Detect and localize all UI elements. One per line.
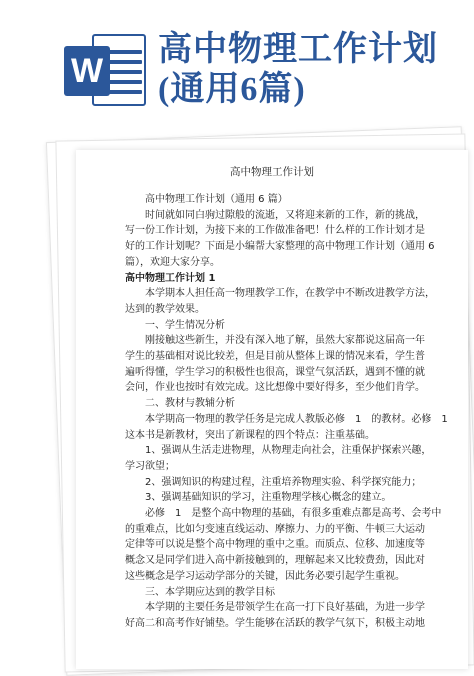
paragraph-line: 1、强调从生活走进物理，从物理走向社会，注重保护探索兴趣， [145, 445, 432, 457]
paragraph-line: 遍听得懂，学生学习的积极性也很高，课堂气氛活跃，遇到不懂的就 [125, 366, 425, 378]
paragraph-line: 好的工作计划呢？下面是小编帮大家整理的高中物理工作计划（通用 6 [125, 241, 435, 253]
paragraph-line: 写一份工作计划，为接下来的工作做准备吧！什么样的工作计划才是 [125, 225, 425, 237]
paragraph-line: 二、教材与教辅分析 [145, 398, 235, 410]
paragraph-line: 会问，作业也按时有效完成。这比想像中要好得多，至少他们肯学。 [125, 382, 425, 394]
section-heading: 高中物理工作计划 1 [125, 272, 216, 284]
word-icon-line [108, 50, 142, 54]
paragraph-line: 篇），欢迎大家分享。 [125, 256, 220, 268]
page-title-line1: 高中物理工作计划 [158, 31, 438, 68]
paragraph-line: 3、强调基础知识的学习，注重物理学核心概念的建立。 [145, 492, 392, 504]
word-document-icon [64, 30, 146, 110]
paragraph-line: 好高二和高考作好铺垫。学生能够在活跃的教学气氛下，积极主动地 [125, 617, 425, 629]
paragraph-line: 三、本学期应达到的教学目标 [145, 586, 275, 598]
paragraph-line: 概念又是同学们进入高中新接触到的，理解起来又比较费劲，因此对 [125, 555, 425, 567]
paragraph-line: 达到的教学效果。 [125, 303, 205, 315]
document-title: 高中物理工作计划 [230, 166, 314, 178]
paragraph-line: 本学期的主要任务是带领学生在高一打下良好基础，为进一步学 [145, 602, 425, 614]
word-icon-badge: W [64, 46, 110, 96]
paragraph-line: 2、强调知识的构建过程，注重培养物理实验、科学探究能力； [145, 476, 422, 488]
paragraph-line: 必修 1 是整个高中物理的基础，有很多重难点都是高考、会考中 [145, 508, 442, 519]
paragraph-line: 刚接触这些新生，并没有深入地了解，虽然大家都说这届高一年 [145, 335, 425, 347]
paragraph-line: 定律等可以说是整个高中物理的重中之重。而质点、位移、加速度等 [125, 539, 425, 551]
paragraph-line: 这些概念是学习运动学部分的关键，因此务必要引起学生重视。 [125, 570, 405, 582]
document-page [76, 150, 468, 669]
page-title-line2: (通用6篇) [158, 71, 306, 108]
header-banner [0, 0, 474, 128]
paragraph-line: 学习欲望； [125, 460, 175, 472]
word-icon-line [108, 90, 142, 94]
paragraph-line: 的重难点，比如匀变速直线运动、摩擦力、力的平衡、牛顿三大运动 [125, 523, 425, 535]
paragraph-line: 一、学生情况分析 [145, 319, 225, 331]
word-icon-line [108, 60, 142, 64]
word-icon-line [108, 80, 142, 84]
paragraph-line: 这本书是新教材，突出了新课程的四个特点：注重基础。 [125, 429, 375, 441]
paragraph-line: 时间就如同白驹过隙般的流逝，又将迎来新的工作，新的挑战， [145, 209, 425, 221]
paragraph-line: 高中物理工作计划（通用 6 篇） [145, 194, 288, 205]
paragraph-line: 本学期高一物理的教学任务是完成人教版必修 1 的教材。必修 1 [145, 413, 448, 425]
word-icon-line [108, 70, 142, 74]
paragraph-line: 学生的基础相对说比较差，但是目前从整体上课的情况来看，学生普 [125, 351, 425, 362]
paragraph-line: 本学期本人担任高一物理教学工作，在教学中不断改进教学方法， [145, 288, 435, 300]
page-title [158, 30, 438, 110]
